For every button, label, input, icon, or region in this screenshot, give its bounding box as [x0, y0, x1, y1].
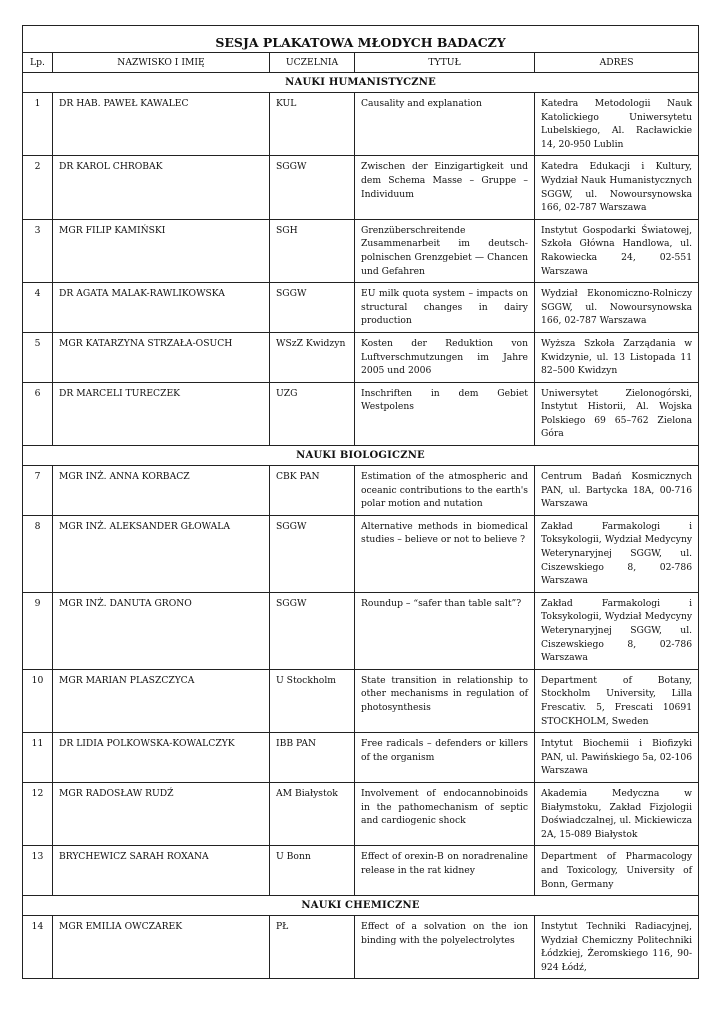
participant-name: MGR EMILIA OWCZAREK	[53, 916, 270, 979]
university: WSzZ Kwidzyn	[270, 332, 355, 382]
university: KUL	[270, 93, 355, 156]
address: Zakład Farmakologi i Toksykologii, Wydział Medycyny Weterynaryjnej SGGW, ul. Ciszewskiego 8, 02-786 Warszawa	[535, 592, 699, 669]
table-row	[23, 156, 699, 219]
address: Zakład Farmakologi i Toksykologii, Wydział Medycyny Weterynaryjnej SGGW, ul. Ciszewskiego 8, 02-786 Warszawa	[535, 515, 699, 592]
row-number: 7	[23, 466, 53, 516]
participant-name: DR KAROL CHROBAK	[53, 156, 270, 219]
row-number: 2	[23, 156, 53, 219]
table-row	[23, 219, 699, 282]
table-row	[23, 846, 699, 896]
row-number: 9	[23, 592, 53, 669]
participant-name: DR LIDIA POLKOWSKA-KOWALCZYK	[53, 733, 270, 783]
header-title: TYTUŁ	[355, 53, 535, 73]
university: IBB PAN	[270, 733, 355, 783]
row-number: 13	[23, 846, 53, 896]
address: Katedra Metodologii Nauk Katolickiego Uniwersytetu Lubelskiego, Al. Racławickie 14, 20-950 Lublin	[535, 93, 699, 156]
participant-name: MGR KATARZYNA STRZAŁA-OSUCH	[53, 332, 270, 382]
table-row	[23, 916, 699, 979]
participant-name: MGR INŻ. ANNA KORBACZ	[53, 466, 270, 516]
header-university: UCZELNIA	[270, 53, 355, 73]
university: SGH	[270, 219, 355, 282]
row-number: 3	[23, 219, 53, 282]
header-name: NAZWISKO I IMIĘ	[53, 53, 270, 73]
poster-title: Grenzüberschreitende Zusammenarbeit im deutsch-polnischen Grenzgebiet — Chancen und Gefahren	[355, 219, 535, 282]
table-row	[23, 592, 699, 669]
university: AM Białystok	[270, 782, 355, 845]
university: SGGW	[270, 156, 355, 219]
university: SGGW	[270, 515, 355, 592]
participant-name: DR AGATA MALAK-RAWLIKOWSKA	[53, 283, 270, 333]
row-number: 12	[23, 782, 53, 845]
table-row	[23, 332, 699, 382]
university: UZG	[270, 382, 355, 445]
section-row	[23, 896, 699, 916]
participant-name: DR HAB. PAWEŁ KAWALEC	[53, 93, 270, 156]
header-address: ADRES	[535, 53, 699, 73]
address: Katedra Edukacji i Kultury, Wydział Nauk Humanistycznych SGGW, ul. Nowoursynowska 166, 02-787 Warszawa	[535, 156, 699, 219]
participant-name: MGR FILIP KAMIŃSKI	[53, 219, 270, 282]
table-row	[23, 382, 699, 445]
header-lp: Lp.	[23, 53, 53, 73]
address: Instytut Gospodarki Światowej, Szkoła Główna Handlowa, ul. Rakowiecka 24, 02-551 Warszawa	[535, 219, 699, 282]
section-row	[23, 73, 699, 93]
document-page	[22, 25, 698, 979]
poster-title: Effect of orexin-B on noradrenaline release in the rat kidney	[355, 846, 535, 896]
poster-title: Estimation of the atmospheric and oceanic contributions to the earth's polar motion and nutation	[355, 466, 535, 516]
participant-name: MGR INŻ. DANUTA GRONO	[53, 592, 270, 669]
address: Wydział Ekonomiczno-Rolniczy SGGW, ul. Nowoursynowska 166, 02-787 Warszawa	[535, 283, 699, 333]
participant-name: MGR RADOSŁAW RUDŹ	[53, 782, 270, 845]
table-row	[23, 733, 699, 783]
row-number: 14	[23, 916, 53, 979]
table-title: SESJA PLAKATOWA MŁODYCH BADACZY	[23, 26, 699, 53]
section-heading: NAUKI HUMANISTYCZNE	[23, 73, 699, 93]
poster-title: Involvement of endocannobinoids in the pathomechanism of septic and cardiogenic shock	[355, 782, 535, 845]
address: Wyższa Szkoła Zarządania w Kwidzynie, ul. 13 Listopada 11 82–500 Kwidzyn	[535, 332, 699, 382]
university: CBK PAN	[270, 466, 355, 516]
header-row	[23, 53, 699, 73]
address: Uniwersytet Zielonogórski, Instytut Historii, Al. Wojska Polskiego 69 65–762 Zielona Góra	[535, 382, 699, 445]
poster-title: Effect of a solvation on the ion binding with the polyelectrolytes	[355, 916, 535, 979]
university: PŁ	[270, 916, 355, 979]
row-number: 6	[23, 382, 53, 445]
poster-title: EU milk quota system – impacts on structural changes in dairy production	[355, 283, 535, 333]
address: Centrum Badań Kosmicznych PAN, ul. Bartycka 18A, 00-716 Warszawa	[535, 466, 699, 516]
poster-title: Causality and explanation	[355, 93, 535, 156]
table-row	[23, 669, 699, 732]
row-number: 8	[23, 515, 53, 592]
poster-title: Kosten der Reduktion von Luftverschmutzungen im Jahre 2005 und 2006	[355, 332, 535, 382]
poster-title: Free radicals – defenders or killers of the organism	[355, 733, 535, 783]
participant-name: MGR INŻ. ALEKSANDER GŁOWALA	[53, 515, 270, 592]
address: Department of Botany, Stockholm University, Lilla Frescativ. 5, Frescati 10691 STOCKHOLM, Sweden	[535, 669, 699, 732]
section-row	[23, 446, 699, 466]
table-row	[23, 515, 699, 592]
table-row	[23, 466, 699, 516]
poster-title: Roundup – “safer than table salt”?	[355, 592, 535, 669]
university: U Stockholm	[270, 669, 355, 732]
row-number: 5	[23, 332, 53, 382]
address: Akademia Medyczna w Białymstoku, Zakład Fizjologii Doświadczalnej, ul. Mickiewicza 2A, 15-089 Białystok	[535, 782, 699, 845]
row-number: 4	[23, 283, 53, 333]
participant-name: DR MARCELI TURECZEK	[53, 382, 270, 445]
poster-title: State transition in relationship to other mechanisms in regulation of photosynthesis	[355, 669, 535, 732]
section-heading: NAUKI CHEMICZNE	[23, 896, 699, 916]
address: Intytut Biochemii i Biofizyki PAN, ul. Pawińskiego 5a, 02-106 Warszawa	[535, 733, 699, 783]
university: SGGW	[270, 283, 355, 333]
poster-title: Zwischen der Einzigartigkeit und dem Schema Masse – Gruppe – Individuum	[355, 156, 535, 219]
poster-title: Inschriften in dem Gebiet Westpolens	[355, 382, 535, 445]
poster-title: Alternative methods in biomedical studies – believe or not to believe ?	[355, 515, 535, 592]
participant-name: MGR MARIAN PLASZCZYCA	[53, 669, 270, 732]
address: Department of Pharmacology and Toxicology, University of Bonn, Germany	[535, 846, 699, 896]
address: Instytut Techniki Radiacyjnej, Wydział Chemiczny Politechniki Łódzkiej, Żeromskiego 116, 90-924 Łódź,	[535, 916, 699, 979]
table-row	[23, 782, 699, 845]
poster-session-table	[22, 25, 699, 979]
participant-name: BRYCHEWICZ SARAH ROXANA	[53, 846, 270, 896]
university: U Bonn	[270, 846, 355, 896]
row-number: 11	[23, 733, 53, 783]
table-row	[23, 93, 699, 156]
row-number: 1	[23, 93, 53, 156]
row-number: 10	[23, 669, 53, 732]
university: SGGW	[270, 592, 355, 669]
section-heading: NAUKI BIOLOGICZNE	[23, 446, 699, 466]
table-row	[23, 283, 699, 333]
